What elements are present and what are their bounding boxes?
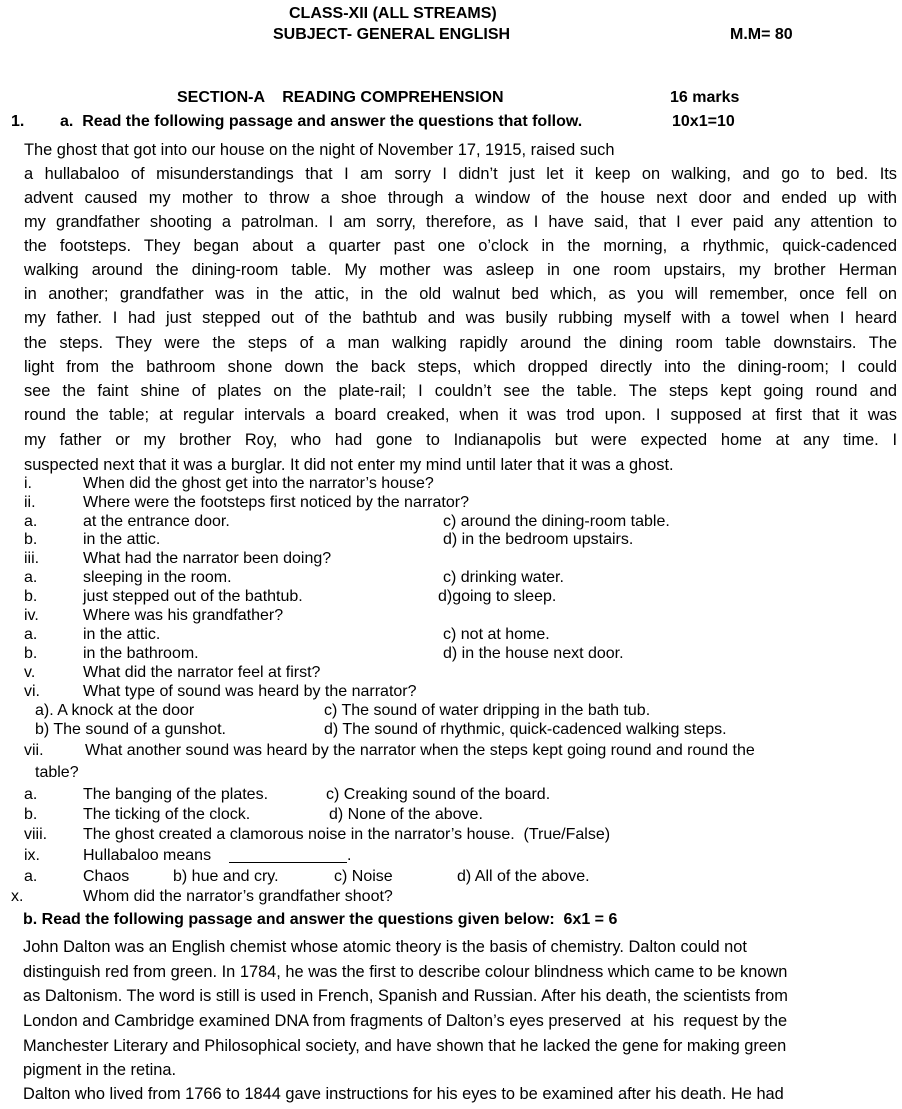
option-c: c) around the dining-room table. — [443, 513, 670, 530]
passage-line: distinguish red from green. In 1784, he was the first to describe colour blindness which came to be known — [23, 963, 788, 981]
question-num: i. — [24, 475, 32, 492]
option-a: sleeping in the room. — [83, 569, 232, 586]
option-b: The ticking of the clock. — [83, 806, 251, 823]
question-num: iv. — [24, 607, 39, 624]
option-d: d) in the bedroom upstairs. — [443, 531, 634, 548]
passage-line: see the faint shine of plates on the plate-rail; I couldn’t see the table. The steps kept going round and — [24, 382, 897, 400]
question-text: Where were the footsteps first noticed by the narrator? — [83, 494, 469, 511]
max-marks: M.M= 80 — [730, 26, 793, 43]
question-num: ix. — [24, 847, 40, 864]
passage-line: London and Cambridge examined DNA from fragments of Dalton’s eyes preserved at his request by the — [23, 1012, 788, 1030]
option-label: a. — [24, 626, 38, 643]
option-label: a. — [24, 786, 38, 803]
part-a-instruction: a. Read the following passage and answer the questions that follow. — [60, 113, 583, 130]
passage-line: The ghost that got into our house on the night of November 17, 1915, raised such — [24, 141, 615, 159]
option-label: b. — [24, 588, 38, 605]
option-label: a. — [24, 513, 38, 530]
passage-line: suspected next that it was a burglar. It did not enter my mind until later that it was a ghost. — [24, 456, 674, 474]
option-c: c) Creaking sound of the board. — [326, 786, 551, 803]
class-heading: CLASS-XII (ALL STREAMS) — [289, 5, 497, 22]
option-a: in the attic. — [83, 626, 161, 643]
passage-line: my father or my brother Roy, who had gone to Indianapolis but were expected home at any time. I — [24, 431, 897, 449]
option-a: at the entrance door. — [83, 513, 230, 530]
option-label: b. — [24, 645, 38, 662]
section-title: SECTION-A READING COMPREHENSION — [177, 89, 504, 106]
question-num: x. — [11, 888, 24, 905]
passage-line: light from the bathroom shone down the back steps, which dropped directly into the dining-room; I could — [24, 358, 897, 376]
passage-line: round the table; at regular intervals a board creaked, when it was trod upon. I supposed at first that it was — [24, 406, 897, 424]
question-num: ii. — [24, 494, 36, 511]
passage-line: as Daltonism. The word is still is used in French, Spanish and Russian. After his death, the scientists from — [23, 987, 788, 1005]
option-label: a. — [24, 868, 38, 885]
option-c: c) The sound of water dripping in the bath tub. — [324, 702, 651, 719]
passage-line: Dalton who lived from 1766 to 1844 gave instructions for his eyes to be examined after his death. He had — [23, 1085, 784, 1103]
question-num: viii. — [24, 826, 48, 843]
question-text: Where was his grandfather? — [83, 607, 284, 624]
passage-line: the steps. They were the steps of a man walking rapidly around the dining room table downstairs. The — [24, 334, 897, 352]
option-label: b. — [24, 531, 38, 548]
question-text-continued: table? — [35, 764, 79, 781]
option-d: d) in the house next door. — [443, 645, 624, 662]
option-b: just stepped out of the bathtub. — [83, 588, 303, 605]
question-text: The ghost created a clamorous noise in the narrator’s house. (True/False) — [83, 826, 611, 843]
option-b: in the attic. — [83, 531, 161, 548]
passage-line: the footsteps. They began about a quarter past one o’clock in the morning, a rhythmic, quick-cadenced — [24, 237, 897, 255]
section-marks: 16 marks — [670, 89, 740, 106]
answer-blank — [229, 862, 347, 863]
part-b-instruction: b. Read the following passage and answer the questions given below: 6x1 = 6 — [23, 911, 618, 928]
question-text: What type of sound was heard by the narrator? — [83, 683, 417, 700]
option-d: d) None of the above. — [329, 806, 483, 823]
option-a: The banging of the plates. — [83, 786, 269, 803]
passage-line: John Dalton was an English chemist whose atomic theory is the basis of chemistry. Dalton could not — [23, 938, 747, 956]
passage-line: walking around the dining-room table. My mother was asleep in one room upstairs, my brother Herman — [24, 261, 897, 279]
option-a: Chaos — [83, 868, 130, 885]
passage-line: pigment in the retina. — [23, 1061, 177, 1079]
question-num: iii. — [24, 550, 40, 567]
option-c: c) Noise — [334, 868, 393, 885]
option-c: c) not at home. — [443, 626, 550, 643]
option-label: a. — [24, 569, 38, 586]
question-text: What had the narrator been doing? — [83, 550, 332, 567]
option-label: b. — [24, 806, 38, 823]
question-text: Whom did the narrator’s grandfather shoot? — [83, 888, 393, 905]
question-number: 1. — [11, 113, 25, 130]
passage-line: advent caused my mother to throw a shoe through a window of the house next door and ended up with — [24, 189, 897, 207]
question-num: vi. — [24, 683, 40, 700]
question-text: When did the ghost get into the narrator’s house? — [83, 475, 434, 492]
option-b: b) The sound of a gunshot. — [35, 721, 226, 738]
passage-line: my father. I had just stepped out of the bathtub and was busily rubbing myself with a towel when I heard — [24, 309, 897, 327]
option-b: in the bathroom. — [83, 645, 199, 662]
option-a: a). A knock at the door — [35, 702, 195, 719]
passage-line: a hullabaloo of misunderstandings that I am sorry I didn’t just let it keep on walking, and go to bed. Its — [24, 165, 897, 183]
question-num: vii. — [24, 742, 44, 759]
part-a-marks: 10x1=10 — [672, 113, 735, 130]
option-d: d) The sound of rhythmic, quick-cadenced walking steps. — [324, 721, 727, 738]
option-c: c) drinking water. — [443, 569, 564, 586]
passage-line: in another; grandfather was in the attic, in the old walnut bed which, as you will remember, once fell on — [24, 285, 897, 303]
question-text: What another sound was heard by the narrator when the steps kept going round and round the — [85, 742, 755, 759]
option-d: d)going to sleep. — [438, 588, 557, 605]
question-text: Hullabaloo means — [83, 847, 212, 864]
option-d: d) All of the above. — [457, 868, 590, 885]
question-text: What did the narrator feel at first? — [83, 664, 321, 681]
question-num: v. — [24, 664, 36, 681]
passage-line: my grandfather shooting a patrolman. I am sorry, therefore, as I have said, that I ever paid any attention to — [24, 213, 897, 231]
passage-line: Manchester Literary and Philosophical society, and have shown that he lacked the gene for making green — [23, 1037, 787, 1055]
option-b: b) hue and cry. — [173, 868, 279, 885]
blank-period: . — [347, 847, 352, 864]
subject-heading: SUBJECT- GENERAL ENGLISH — [273, 26, 511, 43]
